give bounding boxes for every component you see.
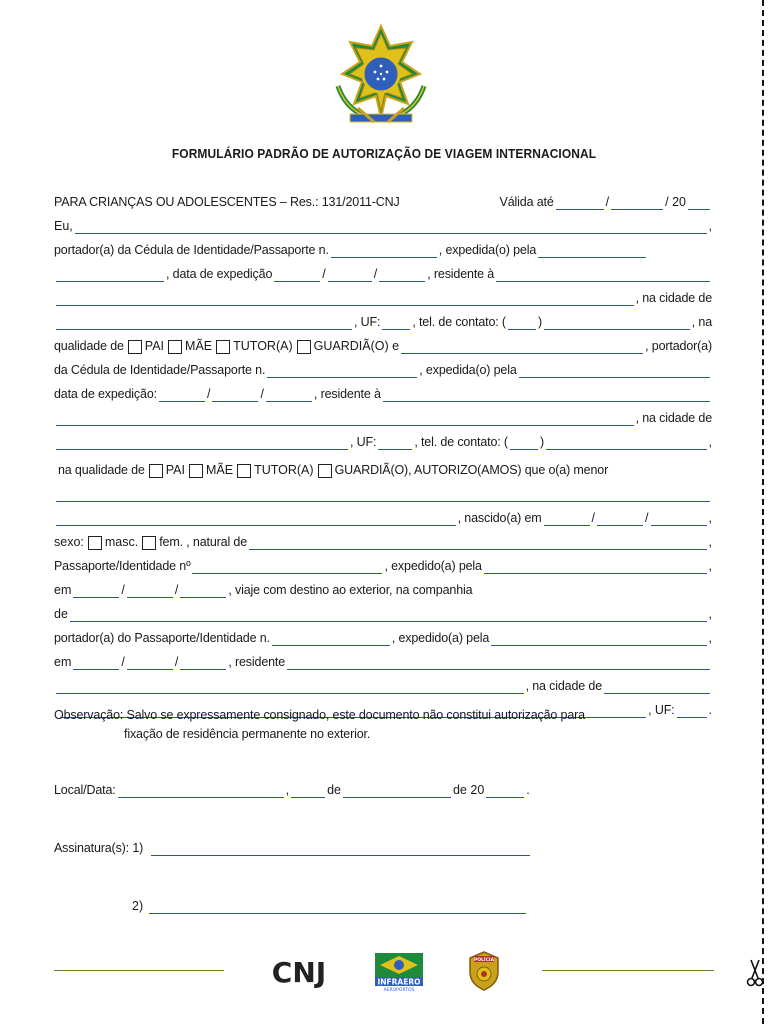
row-issue-date1 (54, 258, 712, 282)
minor-issue-day-field[interactable] (73, 582, 119, 598)
fem-label: fem. , natural de (159, 535, 248, 549)
issue-date-label: , data de expedição (166, 267, 273, 281)
slash: / (174, 655, 179, 669)
parent2-area-code-field[interactable] (510, 434, 538, 450)
parent1-issue-month-field[interactable] (328, 266, 372, 282)
local-field[interactable] (118, 782, 284, 798)
id-label: da Cédula de Identidade/Passaporte n. (54, 363, 266, 377)
slash: / (591, 511, 596, 525)
uf-label: , UF: (648, 703, 675, 717)
row-companion (54, 598, 712, 622)
slash: / (260, 387, 264, 401)
quality-label: na qualidade de (58, 463, 145, 477)
tutor-checkbox[interactable] (216, 340, 230, 354)
row-eu (54, 210, 712, 234)
infraero-logo (374, 952, 424, 992)
slash: / (121, 583, 125, 597)
city-label: , na cidade de (525, 679, 602, 693)
local-date-section (54, 774, 712, 798)
de-label: de (54, 607, 68, 621)
parent2-issue-year-field[interactable] (266, 386, 312, 402)
valid-month-field[interactable] (611, 194, 663, 210)
comma: , (708, 435, 712, 449)
minor-issuer-field[interactable] (484, 558, 707, 574)
bottom-divider-left (54, 970, 224, 971)
row-signature1 (54, 832, 532, 856)
signature2-section (132, 890, 528, 914)
companion-passport-label: portador(a) do Passaporte/Identidade n. (54, 631, 270, 645)
companion-address-field[interactable] (287, 654, 710, 670)
minor-birth-day-field[interactable] (544, 510, 590, 526)
tutor2-checkbox[interactable] (237, 464, 251, 478)
em-label: em (54, 655, 72, 669)
row-companion-id (54, 622, 712, 646)
pai2-checkbox[interactable] (149, 464, 163, 478)
row-companion-date (54, 646, 712, 670)
born-label: , nascido(a) em (457, 511, 542, 525)
parent1-city-field[interactable] (56, 314, 352, 330)
minor-birth-year-field[interactable] (651, 510, 707, 526)
cnj-logo-text: CNJ (271, 956, 327, 988)
slash: / (373, 267, 378, 281)
valid-day-field[interactable] (556, 194, 604, 210)
authorize-label: GUARDIÃ(O), AUTORIZO(AMOS) que o(a) menor (334, 463, 609, 477)
observation-line2: fixação de residência permanente no exterior. (124, 727, 371, 741)
slash: / (121, 655, 125, 669)
pai-label: PAI (165, 463, 185, 477)
comma: , (708, 631, 712, 645)
year-field[interactable] (486, 782, 524, 798)
row-sex (54, 526, 712, 550)
local-date-label: Local/Data: (54, 783, 116, 797)
mae-checkbox[interactable] (168, 340, 182, 354)
issued-by-label: , expedido(a) pela (391, 631, 490, 645)
issued-by-label: , expedida(o) pela (438, 243, 537, 257)
parent2-name-field[interactable] (401, 338, 643, 354)
parent1-issuer-field[interactable] (538, 242, 646, 258)
slash: / (605, 195, 610, 209)
companion-city-field[interactable] (604, 678, 710, 694)
bearer-label: , portador(a) (645, 339, 712, 353)
parent2-uf-field[interactable] (378, 434, 412, 450)
row-companion-city (54, 670, 712, 694)
comma: , (708, 219, 712, 233)
parent1-issue-year-field[interactable] (379, 266, 425, 282)
form-title: FORMULÁRIO PADRÃO DE AUTORIZAÇÃO DE VIAGEM INTERNACIONAL (171, 146, 597, 161)
parent2-issuer-field[interactable] (519, 362, 710, 378)
mae-label: MÃE (185, 339, 213, 353)
guardiao-checkbox[interactable] (297, 340, 311, 354)
day-field[interactable] (291, 782, 325, 798)
period: . (708, 703, 712, 717)
row-quality2 (54, 450, 712, 478)
slash: / (322, 267, 326, 281)
quality-label: qualidade de (54, 339, 124, 353)
parent1-address-field[interactable] (496, 266, 710, 282)
valid-year-field[interactable] (688, 194, 710, 210)
resident-label: , residente (228, 655, 286, 669)
comma: , (708, 607, 712, 621)
observation-line1: Observação: Salvo se expressamente consignado, este documento não constitui autorização para (54, 708, 585, 722)
comma: , (708, 511, 712, 525)
parent2-id-field[interactable] (267, 362, 417, 378)
resident-label: , residente à (313, 387, 381, 401)
row-city2 (54, 402, 712, 426)
resident-label: , residente à (427, 267, 495, 281)
parent1-uf-field[interactable] (382, 314, 410, 330)
guardiao-label: GUARDIÃ(O) e (313, 339, 400, 353)
valid-year-prefix: / 20 (665, 195, 686, 209)
id-label: portador(a) da Cédula de Identidade/Passaporte n. (54, 243, 329, 257)
row-id1 (54, 234, 712, 258)
minor-birthplace-field[interactable] (249, 534, 707, 550)
policia-text: POLÍCIA (473, 958, 495, 963)
pai-checkbox[interactable] (128, 340, 142, 354)
city-label: , na cidade de (635, 411, 712, 425)
parent1-area-code-field[interactable] (508, 314, 536, 330)
row-subtitle (54, 186, 712, 210)
fem-checkbox[interactable] (142, 536, 156, 550)
signature2-label: 2) (132, 899, 144, 913)
minor-birth-month-field[interactable] (597, 510, 643, 526)
minor-passport-field[interactable] (192, 558, 382, 574)
de-label: de (327, 783, 341, 797)
slash: / (645, 511, 649, 525)
em-label: em (54, 583, 72, 597)
eu-label: Eu, (54, 219, 73, 233)
comma: , (285, 783, 290, 797)
issue-date-label: data de expedição: (54, 387, 157, 401)
uf-label: , UF: (350, 435, 377, 449)
month-field[interactable] (343, 782, 451, 798)
companion-issuer-field[interactable] (491, 630, 706, 646)
paren-close: ) (537, 315, 543, 329)
row-travel (54, 574, 712, 598)
paren-close: ) (539, 435, 545, 449)
minor-issue-year-field[interactable] (180, 582, 226, 598)
masc-checkbox[interactable] (88, 536, 102, 550)
row-minor-name (54, 478, 712, 502)
slash: / (206, 387, 211, 401)
signature2-field[interactable] (149, 898, 526, 914)
masc-label: masc. (104, 535, 139, 549)
guardiao2-checkbox[interactable] (318, 464, 332, 478)
comma: , (708, 535, 712, 549)
minor-name-field[interactable] (56, 486, 710, 502)
row-uf2 (54, 426, 712, 450)
cnj-logo (266, 952, 332, 988)
row-signature2 (132, 890, 528, 914)
scissors-icon (746, 958, 764, 988)
parent2-issue-month-field[interactable] (212, 386, 258, 402)
issued-by-label: , expedida(o) pela (419, 363, 517, 377)
row-uf1 (54, 306, 712, 330)
mae-label: MÃE (205, 463, 234, 477)
tutor-label: TUTOR(A) (254, 463, 314, 477)
row-id2 (54, 354, 712, 378)
companion-issue-year-field[interactable] (180, 654, 226, 670)
travel-label: , viaje com destino ao exterior, na companhia (228, 583, 473, 597)
row-quality1 (54, 330, 712, 354)
coat-of-arms-logo (328, 24, 434, 130)
phone-label: , tel. de contato: ( (414, 435, 508, 449)
tutor-label: TUTOR(A) (233, 339, 293, 353)
comma: , (708, 559, 712, 573)
signature-section (54, 832, 712, 856)
valid-until-label: Válida até (499, 195, 554, 209)
row-local-date (54, 774, 538, 798)
parent1-name-field[interactable] (75, 218, 707, 234)
parent2-issue-day-field[interactable] (159, 386, 205, 402)
mae2-checkbox[interactable] (189, 464, 203, 478)
minor-name-cont-field[interactable] (56, 510, 456, 526)
de-20-label: de 20 (452, 783, 485, 797)
parent1-issuer-cont-field[interactable] (56, 266, 164, 282)
parent1-phone-field[interactable] (544, 314, 690, 330)
companion-issue-day-field[interactable] (73, 654, 119, 670)
form-subtitle: PARA CRIANÇAS OU ADOLESCENTES – Res.: 131/2011-CNJ (54, 195, 400, 209)
na-label: , na (691, 315, 712, 329)
signature1-field[interactable] (151, 840, 530, 856)
row-city1 (54, 282, 712, 306)
signature-label: Assinatura(s): 1) (54, 841, 144, 855)
phone-label: , tel. de contato: ( (412, 315, 506, 329)
infraero-logo-text: INFRAERO (377, 977, 421, 987)
minor-issue-month-field[interactable] (127, 582, 173, 598)
slash: / (174, 583, 179, 597)
parent2-address-field[interactable] (383, 386, 710, 402)
form-body (54, 186, 712, 718)
parent1-issue-day-field[interactable] (274, 266, 320, 282)
period: . (526, 783, 530, 797)
infraero-sub-text: AEROPORTOS (383, 988, 415, 992)
issued-by-label: , expedido(a) pela (384, 559, 482, 573)
observation-note (54, 706, 694, 744)
passport-label: Passaporte/Identidade nº (54, 559, 191, 573)
parent1-id-field[interactable] (331, 242, 437, 258)
policia-federal-badge (466, 950, 502, 992)
companion-issue-month-field[interactable] (127, 654, 173, 670)
sex-label: sexo: (54, 535, 84, 549)
companion-name-field[interactable] (70, 606, 707, 622)
uf-label: , UF: (354, 315, 381, 329)
parent2-phone-field[interactable] (546, 434, 706, 450)
parent2-city-field[interactable] (56, 434, 348, 450)
parent1-address-cont-field[interactable] (56, 290, 634, 306)
companion-address-cont-field[interactable] (56, 678, 524, 694)
companion-passport-field[interactable] (272, 630, 390, 646)
row-issue-date2 (54, 378, 712, 402)
row-passport-minor (54, 550, 712, 574)
city-label: , na cidade de (635, 291, 712, 305)
parent2-address-cont-field[interactable] (56, 410, 634, 426)
pai-label: PAI (144, 339, 165, 353)
bottom-divider-right (542, 970, 714, 971)
row-birth (54, 502, 712, 526)
cut-line (762, 0, 764, 1024)
